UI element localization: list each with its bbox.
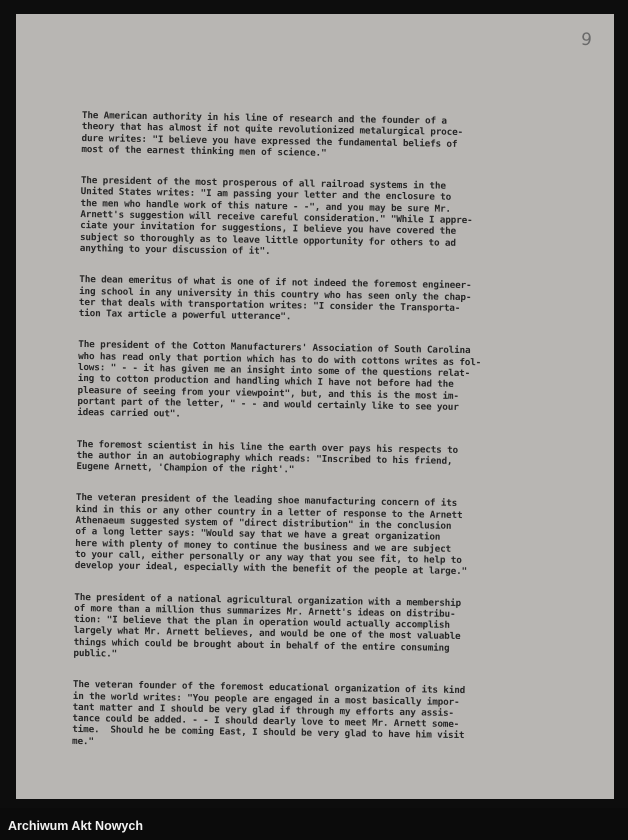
paragraph-shoe-manufacturer: The veteran president of the leading shoe manufacturing concern of its kind in this or any other country in a letter of response to the Arnett Athenaeum suggested system of "direct distribution" in the conclusion of a long letter says: "Would say that we have a great organization here with plenty of money to continue the business and we are subject to your call, either personally or any way that you see fit, to help to develop your ideal, especially with the benefit of the people at large.": [74, 492, 468, 578]
paragraph-metallurgy: The American authority in his line of research and the founder of a theory that has almost if not quite revolutionized metalurgical proce- dure writes: "I believe you have expressed the fundamental beliefs of most of the earnest thinking men of science.": [81, 110, 464, 159]
paragraph-educational: The veteran founder of the foremost educational organization of its kind in the world writes: "You people are engaged in a most basically impor- tant matter and I should be very glad if through my efforts any assis- tance could be added. - - I should dearly love to meet Mr. Arnett some- time. Should he be coming East, I should be very glad to have him visit me.": [71, 679, 466, 748]
paragraph-cotton-association: The president of the Cotton Manufacturers' Association of South Carolina who has read only that portion which has to do with cottons writes as fol- lows: " - - it has given me an insight into some of the questions relat- ing to cotton production and handling which I have not before had the pleasure of seeing from your viewpoint", but, and this is the most im- portant part of the letter, " - - and would certainly like to see your ideas carried out".: [77, 339, 482, 420]
page-number: 9: [580, 29, 593, 51]
paragraph-railroad: The president of the most prosperous of all railroad systems in the United States writes: "I am passing your letter and the enclosure to the men who handle work of this nature - -", and you may be sure Mr. Arnett's suggestion will receive careful consideration." "While I appre- ciate your invitation for suggestions, I believe you have covered the subject so thoroughly as to leave little opportunity for others to ad anything to your discussion of it".: [79, 175, 473, 257]
paragraph-agricultural: The president of a national agricultural organization with a membership of more than a million thus summarizes Mr. Arnett's ideas on distribu- tion: "I believe that the plan in operation would actually accomplish largely what Mr. Arnett believes, and would be one of the most valuable things which could be brought about in behalf of the entire consuming public.": [73, 591, 462, 660]
document-body: [72, 110, 522, 774]
paragraph-scientist: The foremost scientist in his line the earth over pays his respects to the author in an autobiography which reads: "Inscribed to his friend, Eugene Arnett, 'Champion of the right'.": [76, 438, 459, 476]
paragraph-engineering-dean: The dean emeritus of what is one of if not indeed the foremost engineer- ing school in any university in this country who has seen only the chap- ter that deals with transportation writes: "I consider the Transporta- tion Tax article a powerful utterance".: [78, 274, 472, 323]
archive-footer-label: Archiwum Akt Nowych: [8, 819, 143, 833]
document-page: [16, 14, 614, 799]
